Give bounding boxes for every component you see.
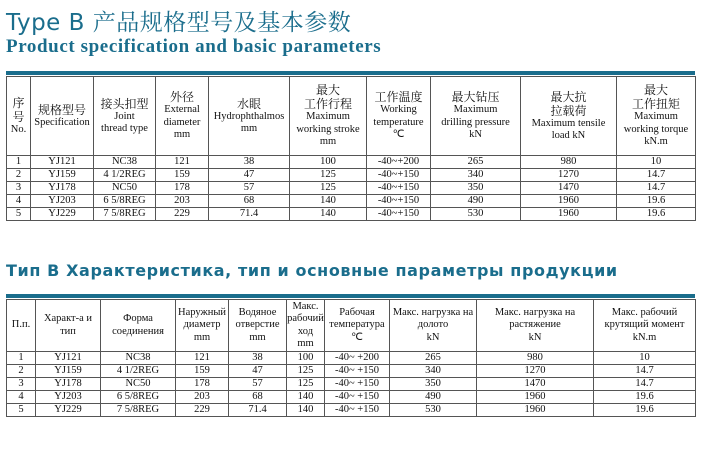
header-ru: Рабочая температура ℃ bbox=[329, 306, 385, 343]
header-cell bbox=[617, 77, 696, 156]
table-cell: YJ178 bbox=[31, 182, 94, 195]
table-cell: 68 bbox=[209, 195, 290, 208]
table-cell: -40~+150 bbox=[367, 195, 431, 208]
table-cell: 265 bbox=[431, 156, 521, 169]
table-cell: 121 bbox=[176, 352, 229, 365]
table-cell: 1270 bbox=[477, 365, 594, 378]
table-cell: 100 bbox=[287, 352, 325, 365]
header-cn: 外径 bbox=[169, 90, 194, 105]
table-cell: 5 bbox=[7, 208, 31, 221]
table-cell: 1960 bbox=[521, 208, 617, 221]
table-cell: 140 bbox=[290, 195, 367, 208]
header-en: Specification bbox=[34, 116, 90, 128]
header-cell bbox=[31, 77, 94, 156]
table-cell: 203 bbox=[176, 391, 229, 404]
table-cell: 4 bbox=[7, 391, 36, 404]
table-cell: 1960 bbox=[477, 404, 594, 417]
table-cell: 125 bbox=[290, 182, 367, 195]
table-cell: 1960 bbox=[477, 391, 594, 404]
header-cn: 最大 工作扭矩 bbox=[631, 83, 680, 112]
spec-table-english bbox=[6, 76, 696, 221]
table-cell: NC38 bbox=[101, 352, 176, 365]
table-cell: YJ178 bbox=[36, 378, 101, 391]
header-ru: Водяное отверстие mm bbox=[235, 306, 280, 343]
header-en: Working temperature ℃ bbox=[373, 104, 424, 141]
table-cell: -40~ +150 bbox=[325, 391, 390, 404]
table-cell: 19.6 bbox=[594, 404, 696, 417]
table-cell: NC50 bbox=[101, 378, 176, 391]
table-cell: YJ121 bbox=[31, 156, 94, 169]
table-cell: 5 bbox=[7, 404, 36, 417]
header-ru: Макс. рабочий ход mm bbox=[287, 300, 324, 349]
table-cell: 159 bbox=[156, 169, 209, 182]
table-cell: 125 bbox=[287, 378, 325, 391]
table-row bbox=[7, 169, 696, 182]
table-row bbox=[7, 182, 696, 195]
header-cell bbox=[156, 77, 209, 156]
header-cell bbox=[94, 77, 156, 156]
header-cn: 工作温度 bbox=[374, 90, 423, 105]
table-cell: 14.7 bbox=[617, 182, 696, 195]
table-row bbox=[7, 391, 696, 404]
table-cell: 14.7 bbox=[594, 378, 696, 391]
table-cell: 340 bbox=[431, 169, 521, 182]
header-cell bbox=[287, 300, 325, 352]
table-cell: YJ203 bbox=[31, 195, 94, 208]
header-cn: 最大 工作行程 bbox=[303, 83, 352, 112]
table-cell: 530 bbox=[390, 404, 477, 417]
table-cell: 125 bbox=[287, 365, 325, 378]
table-cell: 490 bbox=[390, 391, 477, 404]
table-cell: -40~ +150 bbox=[325, 378, 390, 391]
header-cell bbox=[101, 300, 176, 352]
header-en: Joint thread type bbox=[101, 110, 148, 134]
header-cell bbox=[325, 300, 390, 352]
table-cell: -40~+150 bbox=[367, 182, 431, 195]
table-cell: 140 bbox=[287, 391, 325, 404]
header-cn: 接头扣型 bbox=[100, 96, 149, 111]
table-header-row bbox=[7, 77, 696, 156]
table-cell: NC50 bbox=[94, 182, 156, 195]
table-row bbox=[7, 352, 696, 365]
header-cell bbox=[229, 300, 287, 352]
table-cell: 3 bbox=[7, 182, 31, 195]
table-cell: 121 bbox=[156, 156, 209, 169]
table-cell: 57 bbox=[229, 378, 287, 391]
header-cn: 规格型号 bbox=[37, 102, 86, 117]
table-cell: 6 5/8REG bbox=[94, 195, 156, 208]
table-cell: 1 bbox=[7, 352, 36, 365]
header-cell bbox=[7, 300, 36, 352]
header-cell bbox=[367, 77, 431, 156]
table-cell: 71.4 bbox=[229, 404, 287, 417]
header-en: Maximum tensile load kN bbox=[531, 117, 606, 141]
table-cell: 6 5/8REG bbox=[101, 391, 176, 404]
header-en: Hydrophthalmos mm bbox=[213, 110, 285, 134]
table1-top-band bbox=[6, 71, 695, 75]
header-cn: 水眼 bbox=[236, 96, 261, 111]
header-en: Maximum drilling pressure kN bbox=[441, 104, 510, 141]
header-ru: Характ-а и тип bbox=[43, 313, 93, 337]
header-cell bbox=[521, 77, 617, 156]
table-cell: 3 bbox=[7, 378, 36, 391]
table-cell: 2 bbox=[7, 169, 31, 182]
table-cell: 1470 bbox=[521, 182, 617, 195]
table-cell: 71.4 bbox=[209, 208, 290, 221]
header-ru: Макс. нагрузка на долото kN bbox=[392, 306, 474, 343]
table-cell: 57 bbox=[209, 182, 290, 195]
table-cell: 7 5/8REG bbox=[94, 208, 156, 221]
table-cell: -40~ +200 bbox=[325, 352, 390, 365]
table-cell: 47 bbox=[229, 365, 287, 378]
header-cell bbox=[36, 300, 101, 352]
table-cell: 19.6 bbox=[617, 195, 696, 208]
table-cell: 159 bbox=[176, 365, 229, 378]
spec-table-russian bbox=[6, 299, 696, 417]
table-cell: 4 bbox=[7, 195, 31, 208]
header-cell bbox=[390, 300, 477, 352]
table-cell: 10 bbox=[617, 156, 696, 169]
header-cn: 序 号 bbox=[12, 95, 25, 124]
title-russian: Тип B Характеристика, тип и основные параметры продукции bbox=[6, 261, 618, 280]
table-cell: -40~ +150 bbox=[325, 365, 390, 378]
header-cell bbox=[477, 300, 594, 352]
header-en: External diameter mm bbox=[163, 104, 201, 141]
table-cell: 19.6 bbox=[617, 208, 696, 221]
table-cell: YJ203 bbox=[36, 391, 101, 404]
table-cell: 203 bbox=[156, 195, 209, 208]
header-cell bbox=[209, 77, 290, 156]
table-cell: 4 1/2REG bbox=[94, 169, 156, 182]
table-cell: 490 bbox=[431, 195, 521, 208]
header-en: No. bbox=[10, 123, 27, 135]
header-cell bbox=[7, 77, 31, 156]
table-cell: 140 bbox=[290, 208, 367, 221]
table-cell: 2 bbox=[7, 365, 36, 378]
table-cell: 19.6 bbox=[594, 391, 696, 404]
table-cell: 265 bbox=[390, 352, 477, 365]
table-cell: 68 bbox=[229, 391, 287, 404]
table-row bbox=[7, 378, 696, 391]
table-cell: YJ229 bbox=[36, 404, 101, 417]
table-cell: 340 bbox=[390, 365, 477, 378]
table-cell: -40~ +150 bbox=[325, 404, 390, 417]
title-english: Product specification and basic parameters bbox=[6, 36, 382, 57]
header-ru: Макс. рабочий крутящий момент kN.m bbox=[604, 306, 685, 343]
table-cell: 125 bbox=[290, 169, 367, 182]
header-en: Maximum working torque kN.m bbox=[623, 111, 689, 148]
header-cell bbox=[431, 77, 521, 156]
table-cell: 178 bbox=[176, 378, 229, 391]
table-row bbox=[7, 404, 696, 417]
table-cell: -40~+150 bbox=[367, 169, 431, 182]
header-cell bbox=[594, 300, 696, 352]
table-cell: 47 bbox=[209, 169, 290, 182]
header-en: Maximum working stroke mm bbox=[296, 111, 360, 148]
table-cell: 14.7 bbox=[594, 365, 696, 378]
table-row bbox=[7, 365, 696, 378]
title-chinese: Type B 产品规格型号及基本参数 bbox=[6, 10, 352, 36]
table-cell: 10 bbox=[594, 352, 696, 365]
table-cell: 38 bbox=[229, 352, 287, 365]
header-cn: 最大钻压 bbox=[451, 90, 500, 105]
table-cell: 350 bbox=[390, 378, 477, 391]
header-cell bbox=[290, 77, 367, 156]
table2-top-band bbox=[6, 294, 695, 298]
header-cell bbox=[176, 300, 229, 352]
table-cell: 4 1/2REG bbox=[101, 365, 176, 378]
table-row bbox=[7, 195, 696, 208]
table-cell: 980 bbox=[521, 156, 617, 169]
table-cell: -40~+150 bbox=[367, 208, 431, 221]
table-cell: YJ159 bbox=[36, 365, 101, 378]
table-cell: 178 bbox=[156, 182, 209, 195]
table-cell: NC38 bbox=[94, 156, 156, 169]
header-ru: Форма соединения bbox=[112, 313, 164, 337]
table-cell: 530 bbox=[431, 208, 521, 221]
table-cell: 1 bbox=[7, 156, 31, 169]
table-cell: 1470 bbox=[477, 378, 594, 391]
table-cell: 140 bbox=[287, 404, 325, 417]
table-cell: 229 bbox=[156, 208, 209, 221]
table-cell: 350 bbox=[431, 182, 521, 195]
table-cell: 14.7 bbox=[617, 169, 696, 182]
header-cn: 最大抗 拉载荷 bbox=[550, 89, 587, 118]
table-cell: 980 bbox=[477, 352, 594, 365]
header-ru: П.п. bbox=[11, 319, 31, 331]
table-cell: 100 bbox=[290, 156, 367, 169]
table-cell: 1960 bbox=[521, 195, 617, 208]
table-cell: YJ229 bbox=[31, 208, 94, 221]
table-cell: 7 5/8REG bbox=[101, 404, 176, 417]
table-cell: 38 bbox=[209, 156, 290, 169]
table-row bbox=[7, 208, 696, 221]
table-cell: YJ121 bbox=[36, 352, 101, 365]
table-cell: 229 bbox=[176, 404, 229, 417]
table-cell: YJ159 bbox=[31, 169, 94, 182]
table-header-row bbox=[7, 300, 696, 352]
header-ru: Наружный диаметр mm bbox=[177, 306, 226, 343]
table-cell: 1270 bbox=[521, 169, 617, 182]
table-row bbox=[7, 156, 696, 169]
header-ru: Макс. нагрузка на растяжение kN bbox=[494, 306, 576, 343]
table-cell: -40~+200 bbox=[367, 156, 431, 169]
